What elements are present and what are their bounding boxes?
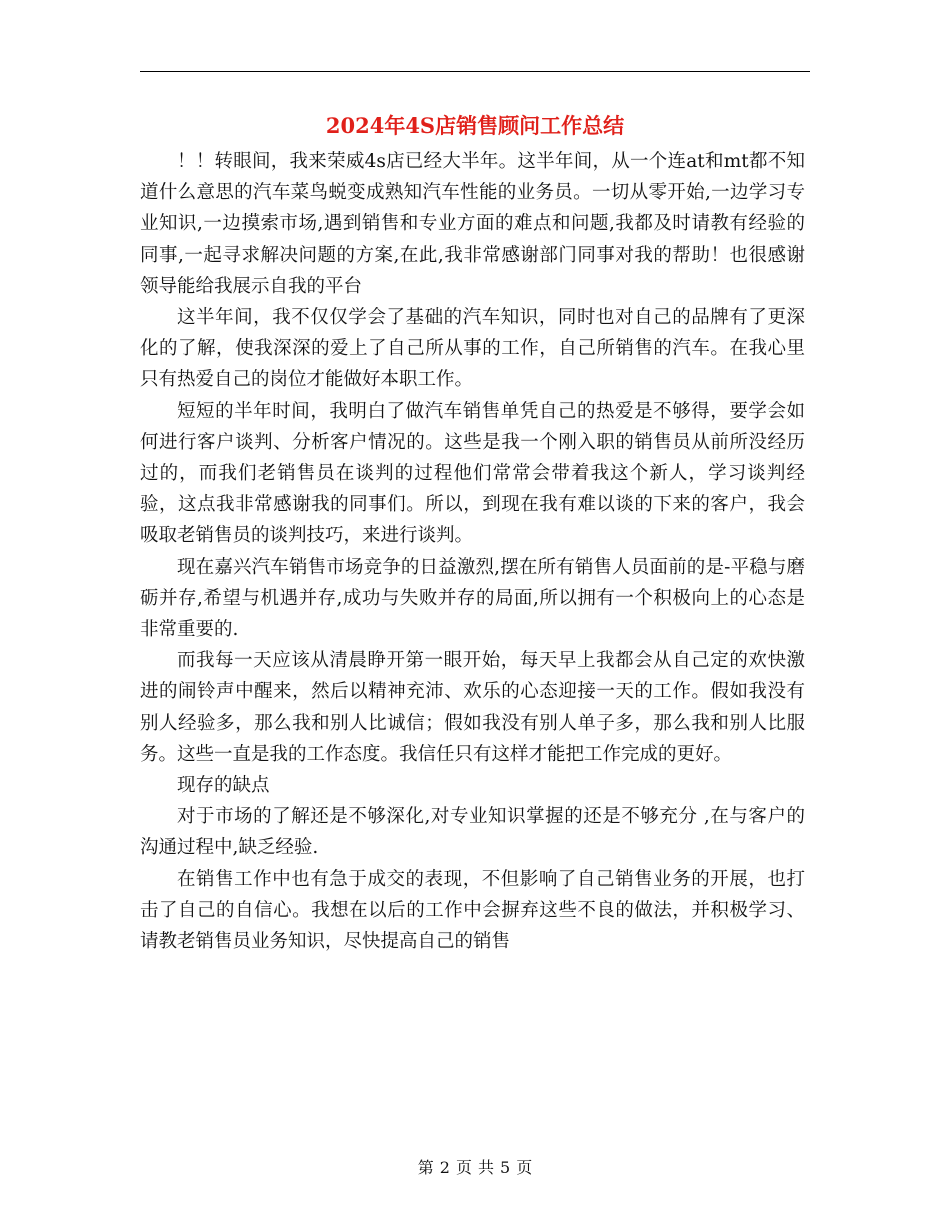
document-body — [140, 146, 805, 957]
document-title: 2024年4S店销售顾问工作总结 — [325, 113, 625, 138]
footer-total-prefix: 共 — [478, 1158, 495, 1177]
paragraph: 短短的半年时间，我明白了做汽车销售单凭自己的热爱是不够得，要学会如何进行客户谈判、分析客户情况的。这些是我一个刚入职的销售员从前所没经历过的，而我们老销售员在谈判的过程他们常常会带着我这个新人，学习谈判经验，这点我非常感谢我的同事们。所以，到现在我有难以谈的下来的客户，我会吸取老销售员的谈判技巧，来进行谈判。 — [140, 400, 805, 547]
paragraph: 这半年间，我不仅仅学会了基础的汽车知识，同时也对自己的品牌有了更深化的了解，使我深深的爱上了自己所从事的工作，自己所销售的汽车。在我心里只有热爱自己的岗位才能做好本职工作。 — [140, 307, 805, 391]
paragraph: 现在嘉兴汽车销售市场竞争的日益激烈,摆在所有销售人员面前的是-平稳与磨砺并存,希望与机遇并存,成功与失败并存的局面,所以拥有一个积极向上的心态是非常重要的. — [140, 556, 805, 641]
section-heading: 现存的缺点 — [177, 775, 270, 797]
footer-page-number: 2 — [439, 1158, 450, 1177]
paragraph: ！！转眼间，我来荣威4s店已经大半年。这半年间，从一个连at和mt都不知道什么意思的汽车菜鸟蜕变成熟知汽车性能的业务员。一切从零开始,一边学习专业知识,一边摸索市场,遇到销售和专业方面的难点和问题,我都及时请教有经验的同事,一起寻求解决问题的方案,在此,我非常感谢部门同事对我的帮助！也很感谢领导能给我展示自我的平台 — [140, 151, 805, 297]
header-rule — [140, 71, 810, 72]
page-footer — [0, 1155, 950, 1178]
footer-prefix: 第 — [417, 1158, 434, 1177]
paragraph: 在销售工作中也有急于成交的表现，不但影响了自己销售业务的开展，也打击了自己的自信心。我想在以后的工作中会摒弃这些不良的做法，并积极学习、请教老销售员业务知识，尽快提高自己的销售 — [140, 868, 805, 953]
paragraph: 而我每一天应该从清晨睁开第一眼开始，每天早上我都会从自己定的欢快激进的闹铃声中醒来，然后以精神充沛、欢乐的心态迎接一天的工作。假如我没有别人经验多，那么我和别人比诚信；假如我没有别人单子多，那么我和别人比服务。这些一直是我的工作态度。我信任只有这样才能把工作完成的更好。 — [140, 650, 805, 765]
footer-total-word: 页 — [516, 1158, 533, 1177]
footer-total-pages: 5 — [500, 1158, 511, 1177]
footer-page-word: 页 — [455, 1158, 472, 1177]
paragraph: 对于市场的了解还是不够深化,对专业知识掌握的还是不够充分 ,在与客户的沟通过程中,缺乏经验. — [140, 806, 805, 859]
